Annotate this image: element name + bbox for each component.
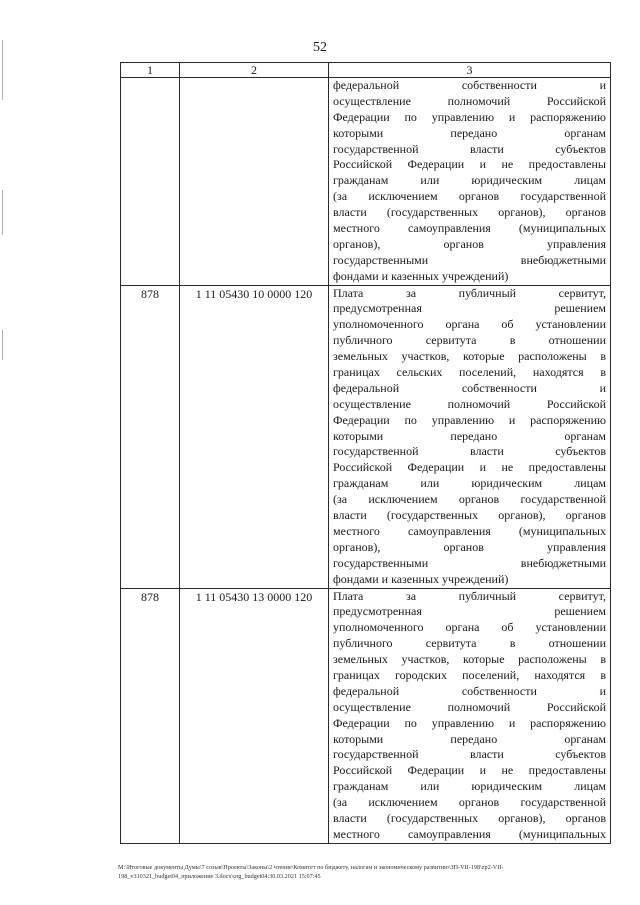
description-line: которыми передано органам [333, 125, 606, 140]
column-header-3: 3 [329, 63, 611, 78]
admin-code-cell [121, 78, 180, 286]
description-line: земельных участков, которые расположены в [333, 652, 606, 667]
description-line: государственной власти субъектов [333, 444, 606, 459]
description-line: предусмотренная решением [333, 604, 606, 619]
description-line: границах сельских поселений, находятся в [333, 365, 606, 380]
scan-edge-marks [2, 0, 6, 905]
description-line: местного самоуправления (муниципальных [333, 221, 606, 236]
description-line: осуществление полномочий Российской [333, 699, 606, 714]
budget-classification-code-cell [180, 78, 329, 286]
description-line: местного самоуправления (муниципальных [333, 826, 606, 841]
description-line: власти (государственных органов), органов [333, 508, 606, 523]
footer-line-2: 198_v310321_budget04_приложение 3.docx\org_budget04:30.03.2021 15:07:45 [118, 873, 321, 880]
description-line: Федерации по управлению и распоряжению [333, 109, 606, 124]
description-line: местного самоуправления (муниципальных [333, 523, 606, 538]
description-line: государственными внебюджетными [333, 555, 606, 570]
description-line: уполномоченного органа об установлении [333, 620, 606, 635]
description-line: гражданам или юридическим лицам [333, 173, 606, 188]
page-number: 52 [313, 40, 327, 55]
table-header-row [121, 63, 611, 78]
description-line: Российской Федерации и не предоставлены [333, 157, 606, 172]
description-line: власти (государственных органов), органов [333, 205, 606, 220]
description-line: гражданам или юридическим лицам [333, 476, 606, 491]
description-line: (за исключением органов государственной [333, 492, 606, 507]
description-line: публичного сервитута в отношении [333, 636, 606, 651]
description-line: федеральной собственности и [333, 683, 606, 698]
description-line: государственными внебюджетными [333, 252, 606, 267]
description-line: уполномоченного органа об установлении [333, 317, 606, 332]
description-line: Российской Федерации и не предоставлены [333, 460, 606, 475]
column-header-2: 2 [180, 63, 329, 78]
description-line: Плата за публичный сервитут, [333, 285, 606, 300]
description-line: фондами и казенных учреждений) [333, 571, 509, 586]
revenue-description-cell [329, 285, 611, 588]
budget-classification-code-cell: 1 11 05430 13 0000 120 [180, 588, 329, 843]
description-line: Федерации по управлению и распоряжению [333, 715, 606, 730]
description-line: федеральной собственности и [333, 380, 606, 395]
table-row [121, 78, 611, 286]
revenue-description-cell [329, 78, 611, 286]
description-line: государственной власти субъектов [333, 141, 606, 156]
document-path-footer [118, 863, 618, 881]
description-line: власти (государственных органов), органов [333, 810, 606, 825]
description-line: Российской Федерации и не предоставлены [333, 763, 606, 778]
footer-line-1: M:\Итоговые документы Думы\7 созыв\Проекты\Законы\2 чтение\Комитет по бюджету, налогам и экономическому развитию\ЗП-VII-198\zp2-VII- [118, 864, 504, 871]
description-line: которыми передано органам [333, 731, 606, 746]
admin-code-cell: 878 [121, 285, 180, 588]
description-line: которыми передано органам [333, 428, 606, 443]
description-line: осуществление полномочий Российской [333, 396, 606, 411]
column-header-1: 1 [121, 63, 180, 78]
table-row [121, 588, 611, 843]
revenue-description-cell [329, 588, 611, 843]
description-line: гражданам или юридическим лицам [333, 779, 606, 794]
description-line: органов), органов управления [333, 539, 606, 554]
description-line: осуществление полномочий Российской [333, 93, 606, 108]
description-line: (за исключением органов государственной [333, 189, 606, 204]
description-line: публичного сервитута в отношении [333, 333, 606, 348]
description-line: Федерации по управлению и распоряжению [333, 412, 606, 427]
description-line: Плата за публичный сервитут, [333, 588, 606, 603]
description-line: земельных участков, которые расположены в [333, 349, 606, 364]
description-line: федеральной собственности и [333, 78, 606, 92]
table-row [121, 285, 611, 588]
description-line: границах городских поселений, находятся в [333, 667, 606, 682]
description-line: предусмотренная решением [333, 301, 606, 316]
budget-classification-code-cell: 1 11 05430 10 0000 120 [180, 285, 329, 588]
admin-code-cell: 878 [121, 588, 180, 843]
description-line: (за исключением органов государственной [333, 795, 606, 810]
description-line: фондами и казенных учреждений) [333, 268, 509, 283]
description-line: органов), органов управления [333, 236, 606, 251]
description-line: государственной власти субъектов [333, 747, 606, 762]
budget-table [120, 62, 611, 844]
